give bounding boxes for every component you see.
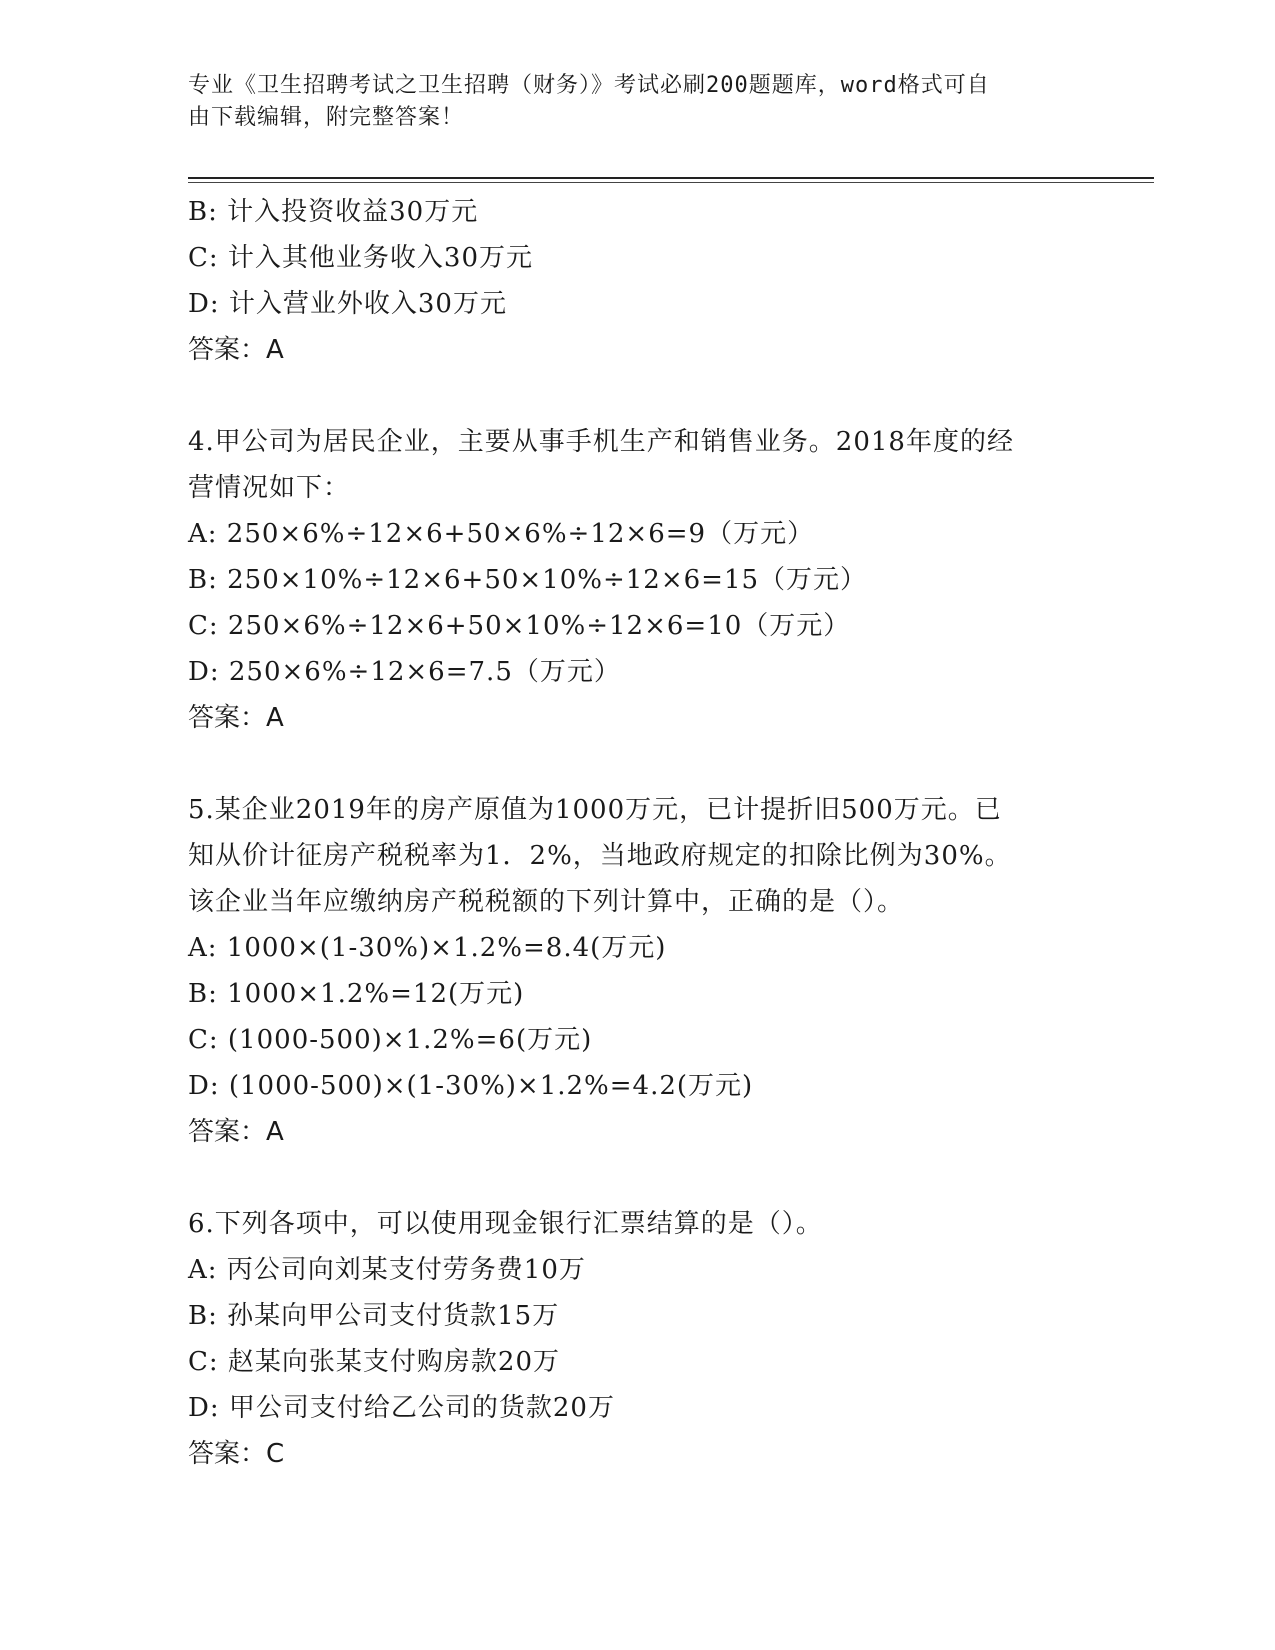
q3-answer: 答案：A xyxy=(188,335,284,365)
question-3-tail xyxy=(188,189,1088,373)
page-header xyxy=(188,70,1088,134)
q4-stem-line-2: 营情况如下： xyxy=(188,473,351,503)
q4-option-c: C: 250×6%÷12×6+50×10%÷12×6=10（万元） xyxy=(188,611,851,641)
q4-option-d: D: 250×6%÷12×6=7.5（万元） xyxy=(188,657,621,687)
q5-stem-line-2: 知从价计征房产税税率为1．2%，当地政府规定的扣除比例为30%。 xyxy=(188,841,1012,871)
q5-stem-line-3: 该企业当年应缴纳房产税税额的下列计算中，正确的是（）。 xyxy=(188,887,905,917)
header-divider-thin xyxy=(188,182,1154,183)
spacer xyxy=(188,741,1088,787)
q3-option-d: D: 计入营业外收入30万元 xyxy=(188,289,507,319)
q3-option-c: C: 计入其他业务收入30万元 xyxy=(188,243,534,273)
question-6 xyxy=(188,1201,1088,1477)
q6-option-b: B: 孙某向甲公司支付货款15万 xyxy=(188,1301,560,1331)
spacer xyxy=(188,373,1088,419)
q3-option-b: B: 计入投资收益30万元 xyxy=(188,197,479,227)
q4-option-a: A: 250×6%÷12×6+50×6%÷12×6=9（万元） xyxy=(188,519,815,549)
q4-option-b: B: 250×10%÷12×6+50×10%÷12×6=15（万元） xyxy=(188,565,868,595)
header-title-line-1: 专业《卫生招聘考试之卫生招聘（财务）》考试必刷200题题库，word格式可自 xyxy=(188,73,990,98)
header-title-line-2: 由下载编辑，附完整答案！ xyxy=(188,105,465,130)
question-5 xyxy=(188,787,1088,1155)
q5-answer: 答案：A xyxy=(188,1117,284,1147)
q5-stem-line-1: 5.某企业2019年的房产原值为1000万元，已计提折旧500万元。已 xyxy=(188,795,1002,825)
q6-option-c: C: 赵某向张某支付购房款20万 xyxy=(188,1347,561,1377)
q5-option-b: B: 1000×1.2%=12(万元) xyxy=(188,979,525,1009)
header-divider-thick xyxy=(188,177,1154,179)
spacer xyxy=(188,1155,1088,1201)
q4-stem-line-1: 4.甲公司为居民企业，主要从事手机生产和销售业务。2018年度的经 xyxy=(188,427,1014,457)
q5-option-a: A: 1000×(1-30%)×1.2%=8.4(万元) xyxy=(188,933,667,963)
q6-answer: 答案：C xyxy=(188,1439,285,1469)
q5-option-d: D: (1000-500)×(1-30%)×1.2%=4.2(万元) xyxy=(188,1071,754,1101)
question-list xyxy=(188,189,1088,1477)
q4-answer: 答案：A xyxy=(188,703,284,733)
q5-option-c: C: (1000-500)×1.2%=6(万元) xyxy=(188,1025,593,1055)
q6-option-a: A: 丙公司向刘某支付劳务费10万 xyxy=(188,1255,586,1285)
q6-stem-line-1: 6.下列各项中，可以使用现金银行汇票结算的是（）。 xyxy=(188,1209,823,1239)
q6-option-d: D: 甲公司支付给乙公司的货款20万 xyxy=(188,1393,615,1423)
question-4 xyxy=(188,419,1088,741)
